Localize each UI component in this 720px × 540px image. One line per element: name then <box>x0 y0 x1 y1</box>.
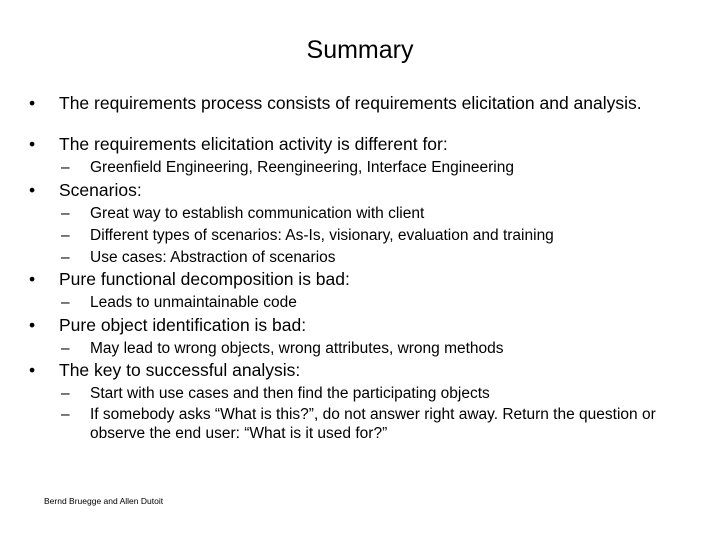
bullet-item <box>29 181 689 199</box>
bullet-text: Pure functional decomposition is bad: <box>59 269 350 289</box>
bullet-item <box>29 270 689 288</box>
bullet-text: The requirements process consists of requirements elicitation and analysis. <box>59 93 642 113</box>
slide-title: Summary <box>306 36 414 64</box>
sub-bullet-item <box>61 226 701 246</box>
bullet-item <box>29 135 689 153</box>
bullet-text: The key to successful analysis: <box>59 360 301 380</box>
sub-bullet-marker: – <box>61 406 70 423</box>
sub-bullet-marker: – <box>61 227 70 244</box>
bullet-text: Scenarios: <box>59 180 142 200</box>
bullet-marker: • <box>29 360 36 380</box>
bullet-marker: • <box>29 269 36 289</box>
sub-bullet-text: Start with use cases and then find the participating objects <box>90 385 490 402</box>
bullet-item <box>29 316 689 334</box>
sub-bullet-item <box>61 339 701 359</box>
bullet-marker: • <box>29 134 36 154</box>
bullet-item <box>29 94 689 112</box>
bullet-item <box>29 361 689 379</box>
sub-bullet-marker: – <box>61 340 70 357</box>
sub-bullet-text: Greenfield Engineering, Reengineering, Interface Engineering <box>90 159 514 176</box>
bullet-marker: • <box>29 93 36 113</box>
sub-bullet-text: Use cases: Abstraction of scenarios <box>90 249 336 266</box>
sub-bullet-text: Leads to unmaintainable code <box>90 294 297 311</box>
sub-bullet-marker: – <box>61 159 70 176</box>
sub-bullet-item <box>61 406 701 443</box>
sub-bullet-text: If somebody asks “What is this?”, do not answer right away. Return the question or observe the end user: “What is it used for?” <box>90 406 656 442</box>
bullet-marker: • <box>29 180 36 200</box>
footer-credit: Bernd Bruegge and Allen Dutoit <box>44 496 164 506</box>
sub-bullet-text: May lead to wrong objects, wrong attributes, wrong methods <box>90 340 504 357</box>
sub-bullet-marker: – <box>61 205 70 222</box>
sub-bullet-item <box>61 204 701 224</box>
sub-bullet-text: Great way to establish communication with client <box>90 205 425 222</box>
sub-bullet-marker: – <box>61 249 70 266</box>
sub-bullet-marker: – <box>61 385 70 402</box>
bullet-text: The requirements elicitation activity is different for: <box>59 134 448 154</box>
sub-bullet-item <box>61 384 701 404</box>
bullet-marker: • <box>29 315 36 335</box>
sub-bullet-item <box>61 158 701 178</box>
bullet-text: Pure object identification is bad: <box>59 315 307 335</box>
sub-bullet-marker: – <box>61 294 70 311</box>
sub-bullet-item <box>61 293 701 313</box>
sub-bullet-item <box>61 248 701 268</box>
sub-bullet-text: Different types of scenarios: As-Is, visionary, evaluation and training <box>90 227 554 244</box>
